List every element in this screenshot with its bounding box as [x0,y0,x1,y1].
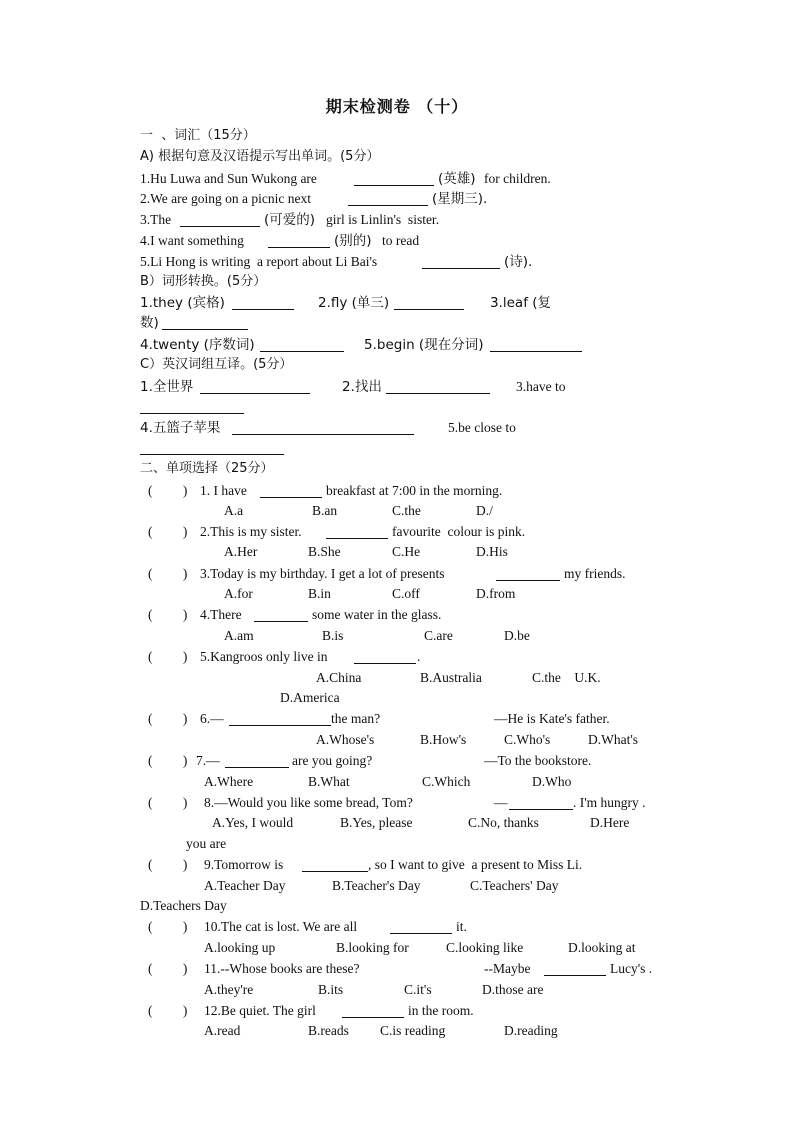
q7-answer: —To the bookstore. [484,753,592,768]
q3-rest: my friends. [564,566,626,581]
q1-option-a[interactable]: A.a [224,503,244,518]
q8-blank [509,809,573,810]
b4-label: 4.twenty (序数词) [140,337,255,353]
q7-stem: 7.— [196,753,220,768]
q8-stem: 8.—Would you like some bread, Tom? [204,795,413,810]
section1-heading: 一 、词汇（15分） [140,128,256,143]
q4-option-d[interactable]: D.be [504,628,530,643]
q12-rest: in the room. [408,1003,474,1018]
q3-blank [496,580,560,581]
q9-option-d[interactable]: D.Teachers Day [140,898,227,913]
q11-paren[interactable]: ( ) [148,961,188,976]
c2-blank[interactable] [386,393,490,394]
q3-option-c[interactable]: C.off [392,586,420,601]
c4-blank[interactable] [232,434,414,435]
a4-pre: 4.I want something [140,233,244,248]
page-title: 期末检测卷 （十） [325,97,469,116]
a3-post: girl is Linlin's sister. [326,212,440,227]
q4-option-b[interactable]: B.is [322,628,344,643]
q12-stem: 12.Be quiet. The girl [204,1003,316,1018]
q6-blank [229,725,331,726]
q11-rest: --Maybe [484,961,531,976]
a1-hint: (英雄) [438,171,476,187]
b1-blank[interactable] [232,309,294,310]
q6-stem: 6.— [200,711,224,726]
q11-answer: Lucy's . [610,961,653,976]
b3-label-cont: 数) [140,315,159,331]
q7-option-c[interactable]: C.Which [422,774,471,789]
q1-blank [260,497,322,498]
q5-option-d[interactable]: D.America [280,690,340,705]
q9-blank [302,871,368,872]
b3-blank[interactable] [162,329,248,330]
partC-heading: C）英汉词组互译。(5分） [140,357,293,372]
a1-pre: 1.Hu Luwa and Sun Wukong are [140,171,317,186]
a4-blank[interactable] [268,247,330,248]
q6-option-b[interactable]: B.How's [420,732,467,747]
q8-option-d[interactable]: D.Here [590,815,630,830]
a3-pre: 3.The [140,212,172,227]
q10-rest: it. [456,919,467,934]
q2-rest: favourite colour is pink. [392,524,526,539]
a2-blank[interactable] [348,205,428,206]
c1-blank[interactable] [200,393,310,394]
c1-label: 1.全世界 [140,379,194,395]
q5-option-c[interactable]: C.the U.K. [532,670,601,685]
q6-paren[interactable]: ( ) [148,711,188,726]
c3-blank[interactable] [140,413,244,414]
q10-stem: 10.The cat is lost. We are all [204,919,358,934]
b5-label: 5.begin (现在分词) [364,337,484,353]
q11-blank [544,975,606,976]
q12-paren[interactable]: ( ) [148,1003,188,1018]
b2-label: 2.fly (单三) [318,295,390,311]
q2-option-b[interactable]: B.She [308,544,341,559]
q12-option-d[interactable]: D.reading [504,1023,558,1038]
a4-post: to read [382,233,420,248]
q4-blank [254,621,308,622]
q8-paren[interactable]: ( ) [148,795,188,810]
q6-option-a[interactable]: A.Whose's [316,732,375,747]
c5-blank[interactable] [140,454,284,455]
partB-heading: B）词形转换。(5分） [140,274,267,289]
q2-option-c[interactable]: C.He [392,544,421,559]
q11-option-a[interactable]: A.they're [204,982,254,997]
q9-option-c[interactable]: C.Teachers' Day [470,878,559,893]
q10-option-c[interactable]: C.looking like [446,940,524,955]
q3-option-d[interactable]: D.from [476,586,516,601]
q8-rest: — [494,795,508,810]
a3-hint: (可爱的) [264,212,316,228]
q6-answer: —He is Kate's father. [494,711,610,726]
b3-label: 3.leaf (复 [490,295,552,311]
q10-blank [390,933,452,934]
q7-blank [225,767,289,768]
q1-option-d[interactable]: D./ [476,503,493,518]
q8-option-c[interactable]: C.No, thanks [468,815,539,830]
q9-option-a[interactable]: A.Teacher Day [204,878,286,893]
q1-paren[interactable]: ( ) [148,483,188,498]
q9-paren[interactable]: ( ) [148,857,188,872]
q2-blank [326,538,388,539]
a2-hint: (星期三). [432,191,488,207]
q3-stem: 3.Today is my birthday. I get a lot of presents [200,566,445,581]
q8-answer: . I'm hungry . [573,795,646,810]
q2-option-a[interactable]: A.Her [224,544,258,559]
q7-option-d[interactable]: D.Who [532,774,572,789]
q3-paren[interactable]: ( ) [148,566,188,581]
a1-blank[interactable] [354,185,434,186]
q11-option-c[interactable]: C.it's [404,982,432,997]
a5-blank[interactable] [422,268,500,269]
c5-label: 5.be close to [448,420,516,435]
q4-stem: 4.There [200,607,242,622]
q5-option-b[interactable]: B.Australia [420,670,482,685]
q2-stem: 2.This is my sister. [200,524,302,539]
q11-option-b[interactable]: B.its [318,982,344,997]
b1-label: 1.they (宾格) [140,295,225,311]
partA-heading: A) 根据句意及汉语提示写出单词。(5分） [140,149,380,164]
q5-rest: . [417,649,421,664]
q12-option-a[interactable]: A.read [204,1023,241,1038]
q9-option-b[interactable]: B.Teacher's Day [332,878,421,893]
q3-option-b[interactable]: B.in [308,586,331,601]
q10-option-a[interactable]: A.looking up [204,940,276,955]
q5-blank [354,663,416,664]
q1-option-b[interactable]: B.an [312,503,338,518]
q11-stem: 11.--Whose books are these? [204,961,360,976]
c4-label: 4.五篮子苹果 [140,420,221,436]
q7-rest: are you going? [292,753,373,768]
b2-blank[interactable] [394,309,464,310]
a4-hint: (别的) [334,233,372,249]
q10-option-d[interactable]: D.looking at [568,940,636,955]
q2-paren[interactable]: ( ) [148,524,188,539]
q8-option-a[interactable]: A.Yes, I would [212,815,294,830]
q1-option-c[interactable]: C.the [392,503,421,518]
q2-option-d[interactable]: D.His [476,544,508,559]
q10-paren[interactable]: ( ) [148,919,188,934]
b5-blank[interactable] [490,351,582,352]
q4-rest: some water in the glass. [312,607,442,622]
q9-stem: 9.Tomorrow is [204,857,284,872]
section2-heading: 二、单项选择（25分） [140,461,274,476]
q6-option-c[interactable]: C.Who's [504,732,551,747]
q7-option-a[interactable]: A.Where [204,774,254,789]
q7-option-b[interactable]: B.What [308,774,350,789]
q8-option-d-cont[interactable]: you are [186,836,227,851]
q1-rest: breakfast at 7:00 in the morning. [326,483,503,498]
q11-option-d[interactable]: D.those are [482,982,544,997]
q10-option-b[interactable]: B.looking for [336,940,409,955]
a3-blank[interactable] [180,226,260,227]
q7-paren[interactable]: ( ) [148,753,188,768]
q4-option-c[interactable]: C.are [424,628,453,643]
a1-post: for children. [484,171,551,186]
a5-hint: (诗). [504,254,533,270]
q12-option-c[interactable]: C.is reading [380,1023,446,1038]
q4-paren[interactable]: ( ) [148,607,188,622]
q5-paren[interactable]: ( ) [148,649,188,664]
q6-option-d[interactable]: D.What's [588,732,639,747]
q5-stem: 5.Kangroos only live in [200,649,328,664]
q5-option-a[interactable]: A.China [316,670,362,685]
q12-blank [342,1017,404,1018]
q6-rest: the man? [331,711,381,726]
q8-option-b[interactable]: B.Yes, please [340,815,413,830]
q12-option-b[interactable]: B.reads [308,1023,349,1038]
c3-label: 3.have to [516,379,566,394]
a2-pre: 2.We are going on a picnic next [140,191,311,206]
q9-rest: , so I want to give a present to Miss Li. [368,857,583,872]
q1-stem: 1. I have [200,483,247,498]
q3-option-a[interactable]: A.for [224,586,253,601]
c2-label: 2.找出 [342,379,382,395]
a5-pre: 5.Li Hong is writing a report about Li Bai's [140,254,378,269]
b4-blank[interactable] [260,351,344,352]
q4-option-a[interactable]: A.am [224,628,254,643]
